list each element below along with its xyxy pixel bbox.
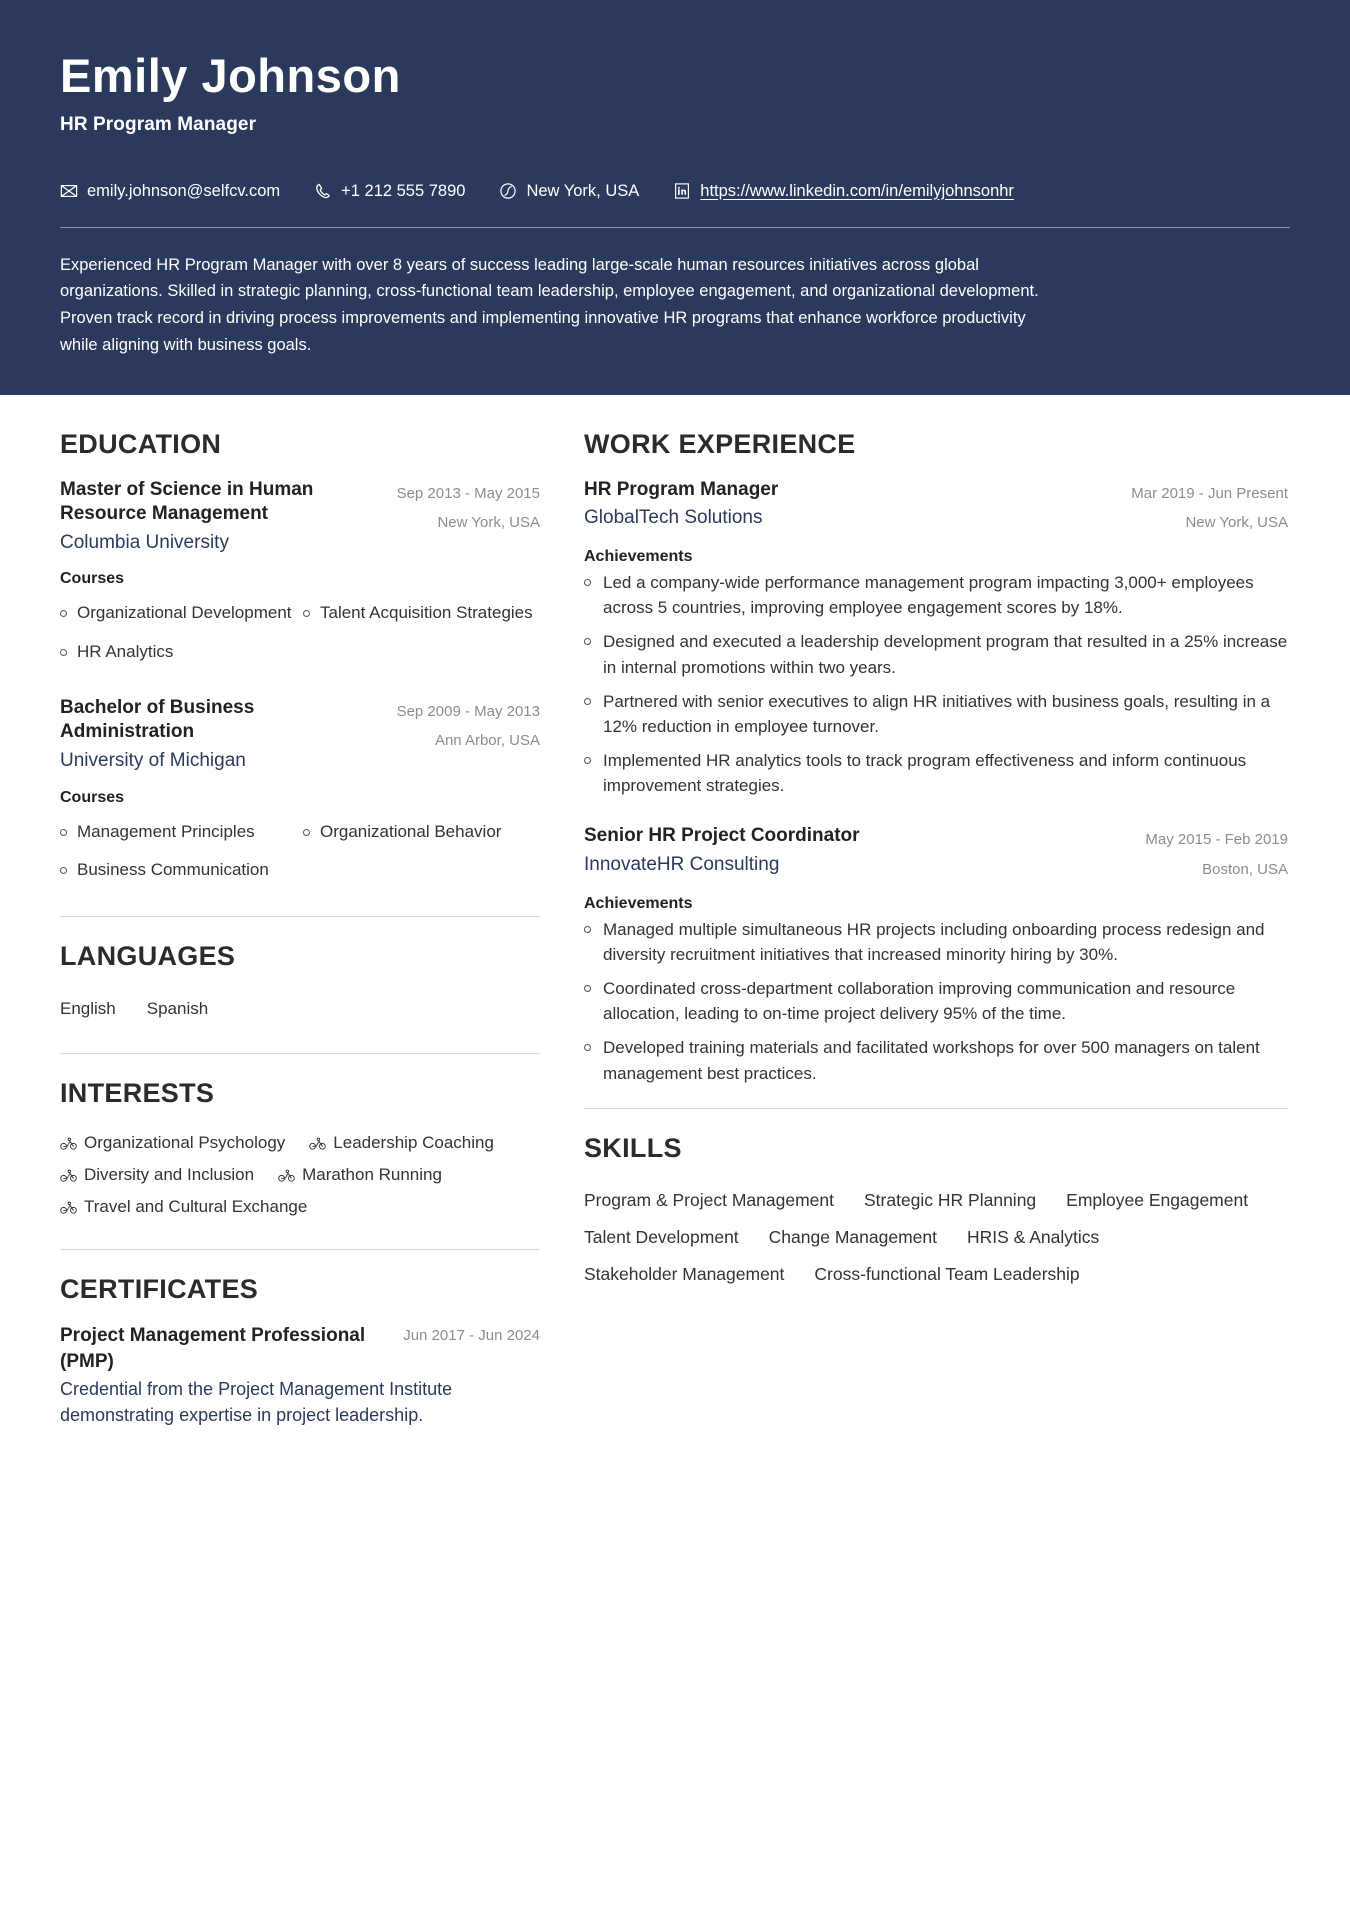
skill-item: Program & Project Management — [584, 1189, 834, 1210]
work-entry — [584, 824, 1288, 1085]
course-label: Organizational Development — [77, 603, 292, 623]
professional-summary: Experienced HR Program Manager with over 8 years of success leading large-scale human resources initiatives across global organizations. Skilled in strategic planning, cross-functional team leadership, employee engagement, and organizational development. Proven track record in driving process improvements and implementing innovative HR programs that enhance workforce productivity while aligning with business goals. — [60, 255, 1039, 354]
divider — [60, 1249, 540, 1250]
education-degree: Bachelor of Business Administration — [60, 696, 255, 743]
resume-body — [0, 395, 1350, 1489]
achievement-text: Managed multiple simultaneous HR projects including onboarding process redesign and diversity recruitment initiatives that increased minority hiring by 30%. — [603, 919, 1265, 964]
contact-linkedin-text[interactable]: https://www.linkedin.com/in/emilyjohnsonhr — [700, 181, 1014, 200]
languages-list — [60, 990, 540, 1028]
education-date: Sep 2013 - May 2015 — [396, 484, 540, 502]
section-interests — [60, 1078, 540, 1223]
education-location: Ann Arbor, USA — [434, 732, 540, 750]
course-label: Management Principles — [77, 821, 255, 841]
ring-bullet-icon — [60, 829, 67, 836]
education-location: New York, USA — [437, 513, 540, 531]
interest-item — [60, 1159, 254, 1191]
work-position: HR Program Manager — [584, 478, 779, 500]
ring-bullet-icon — [584, 638, 591, 645]
ring-bullet-icon — [60, 867, 67, 874]
achievement-text: Coordinated cross-department collaboration improving communication and resource allocation, leading to on-time project delivery 95% of the time. — [603, 979, 1236, 1024]
course-item — [60, 851, 297, 890]
contact-phone[interactable] — [314, 182, 465, 201]
course-item — [60, 813, 297, 852]
achievements-list — [584, 570, 1288, 798]
ring-bullet-icon — [303, 829, 310, 836]
achievement-item — [584, 689, 1288, 739]
achievement-text: Partnered with senior executives to align HR initiatives with business goals, resulting in a 12% reduction in employee turnover. — [603, 691, 1271, 736]
achievements-list — [584, 917, 1288, 1086]
resume-header — [0, 0, 1350, 395]
interest-item — [60, 1127, 285, 1159]
certificate-name: Project Management Professional (PMP) — [60, 1325, 366, 1372]
achievement-text: Designed and executed a leadership development program that resulted in a 25% increase in internal promotions within two years. — [603, 632, 1288, 677]
achievements-label: Achievements — [584, 548, 693, 566]
work-entry — [584, 478, 1288, 799]
ring-bullet-icon — [584, 1044, 591, 1051]
section-title-skills: SKILLS — [584, 1132, 682, 1163]
achievement-text: Led a company-wide performance management program impacting 3,000+ employees across 5 countries, improving employee engagement scores by 18%. — [603, 573, 1254, 618]
work-position: Senior HR Project Coordinator — [584, 825, 860, 847]
work-location: Boston, USA — [1202, 860, 1288, 878]
skill-item: Employee Engagement — [1066, 1189, 1249, 1210]
education-entry — [60, 696, 540, 890]
contact-email[interactable] — [60, 182, 280, 201]
skill-item: Stakeholder Management — [584, 1263, 785, 1284]
section-education — [60, 429, 540, 890]
education-entry — [60, 478, 540, 672]
contact-email-text: emily.johnson@selfcv.com — [87, 181, 281, 200]
courses-label: Courses — [60, 570, 125, 588]
courses-grid — [60, 813, 540, 890]
interest-label: Travel and Cultural Exchange — [84, 1197, 308, 1217]
courses-grid — [60, 594, 540, 671]
interest-label: Organizational Psychology — [84, 1133, 286, 1153]
skill-item: Cross-functional Team Leadership — [814, 1263, 1080, 1284]
section-title-interests: INTERESTS — [60, 1078, 215, 1109]
contact-location — [499, 182, 639, 201]
section-work-experience — [584, 429, 1288, 1086]
section-skills — [584, 1133, 1288, 1293]
education-degree: Master of Science in Human Resource Management — [60, 478, 314, 525]
interest-item — [60, 1191, 307, 1223]
interest-label: Marathon Running — [302, 1165, 442, 1185]
work-date: May 2015 - Feb 2019 — [1145, 831, 1288, 849]
contact-location-text: New York, USA — [526, 181, 640, 200]
ring-bullet-icon — [60, 649, 67, 656]
section-languages — [60, 941, 540, 1028]
achievement-item — [584, 976, 1288, 1026]
achievements-label: Achievements — [584, 894, 693, 912]
left-column — [60, 429, 540, 1449]
course-label: HR Analytics — [77, 642, 174, 662]
achievement-text: Developed training materials and facilitated workshops for over 500 managers on talent management best practices. — [603, 1038, 1260, 1083]
ring-bullet-icon — [584, 985, 591, 992]
achievement-item — [584, 917, 1288, 967]
course-item — [60, 633, 297, 672]
section-title-education: EDUCATION — [60, 428, 222, 459]
phone-icon — [314, 182, 332, 200]
contact-phone-text: +1 212 555 7890 — [341, 181, 466, 200]
ring-bullet-icon — [303, 610, 310, 617]
bicycle-icon — [278, 1169, 295, 1182]
education-school: Columbia University — [60, 531, 229, 553]
linkedin-icon — [673, 182, 691, 200]
skill-item: Talent Development — [584, 1226, 739, 1247]
course-item — [303, 594, 540, 633]
section-certificates — [60, 1274, 540, 1428]
divider — [60, 916, 540, 917]
ring-bullet-icon — [584, 579, 591, 586]
language-item: English — [60, 998, 116, 1018]
location-pin-icon — [499, 182, 517, 200]
skills-list — [584, 1182, 1288, 1293]
bicycle-icon — [60, 1169, 77, 1182]
interest-label: Leadership Coaching — [333, 1133, 494, 1153]
ring-bullet-icon — [584, 698, 591, 705]
contact-linkedin[interactable] — [673, 182, 1014, 201]
interests-list — [60, 1127, 540, 1223]
achievement-item — [584, 1035, 1288, 1085]
bicycle-icon — [60, 1137, 77, 1150]
right-column — [584, 429, 1288, 1299]
envelope-icon — [60, 182, 78, 200]
language-item: Spanish — [146, 998, 209, 1018]
bicycle-icon — [60, 1201, 77, 1214]
work-company: InnovateHR Consulting — [584, 854, 780, 875]
achievement-item — [584, 570, 1288, 620]
contact-row — [60, 182, 1290, 201]
certificate-date: Jun 2017 - Jun 2024 — [403, 1327, 540, 1345]
header-divider — [60, 227, 1290, 228]
course-item — [60, 594, 297, 633]
skill-item: Change Management — [768, 1226, 937, 1247]
course-label: Organizational Behavior — [320, 821, 502, 841]
interest-item — [309, 1127, 494, 1159]
certificate-description: Credential from the Project Management Institute demonstrating expertise in project leadership. — [60, 1379, 453, 1426]
interest-label: Diversity and Inclusion — [84, 1165, 255, 1185]
section-title-certificates: CERTIFICATES — [60, 1274, 259, 1305]
bicycle-icon — [309, 1137, 326, 1150]
ring-bullet-icon — [584, 757, 591, 764]
candidate-job-title: HR Program Manager — [60, 113, 257, 135]
divider — [584, 1108, 1288, 1109]
education-school: University of Michigan — [60, 750, 246, 772]
work-company: GlobalTech Solutions — [584, 507, 763, 529]
course-label: Business Communication — [77, 860, 269, 880]
achievement-item — [584, 748, 1288, 798]
skill-item: Strategic HR Planning — [863, 1189, 1037, 1210]
work-date: Mar 2019 - Jun Present — [1131, 484, 1288, 502]
section-title-languages: LANGUAGES — [60, 940, 236, 971]
ring-bullet-icon — [60, 610, 67, 617]
course-item — [303, 813, 540, 852]
certificate-entry — [60, 1323, 540, 1428]
courses-label: Courses — [60, 788, 125, 806]
interest-item — [278, 1159, 442, 1191]
section-title-work-experience: WORK EXPERIENCE — [584, 428, 856, 459]
education-date: Sep 2009 - May 2013 — [396, 702, 540, 720]
course-label: Talent Acquisition Strategies — [320, 603, 533, 623]
ring-bullet-icon — [584, 926, 591, 933]
divider — [60, 1053, 540, 1054]
achievement-text: Implemented HR analytics tools to track program effectiveness and inform continuous improvement strategies. — [603, 751, 1247, 796]
achievement-item — [584, 629, 1288, 679]
candidate-name: Emily Johnson — [60, 49, 401, 102]
skill-item: HRIS & Analytics — [966, 1226, 1100, 1247]
work-location: New York, USA — [1185, 513, 1288, 531]
